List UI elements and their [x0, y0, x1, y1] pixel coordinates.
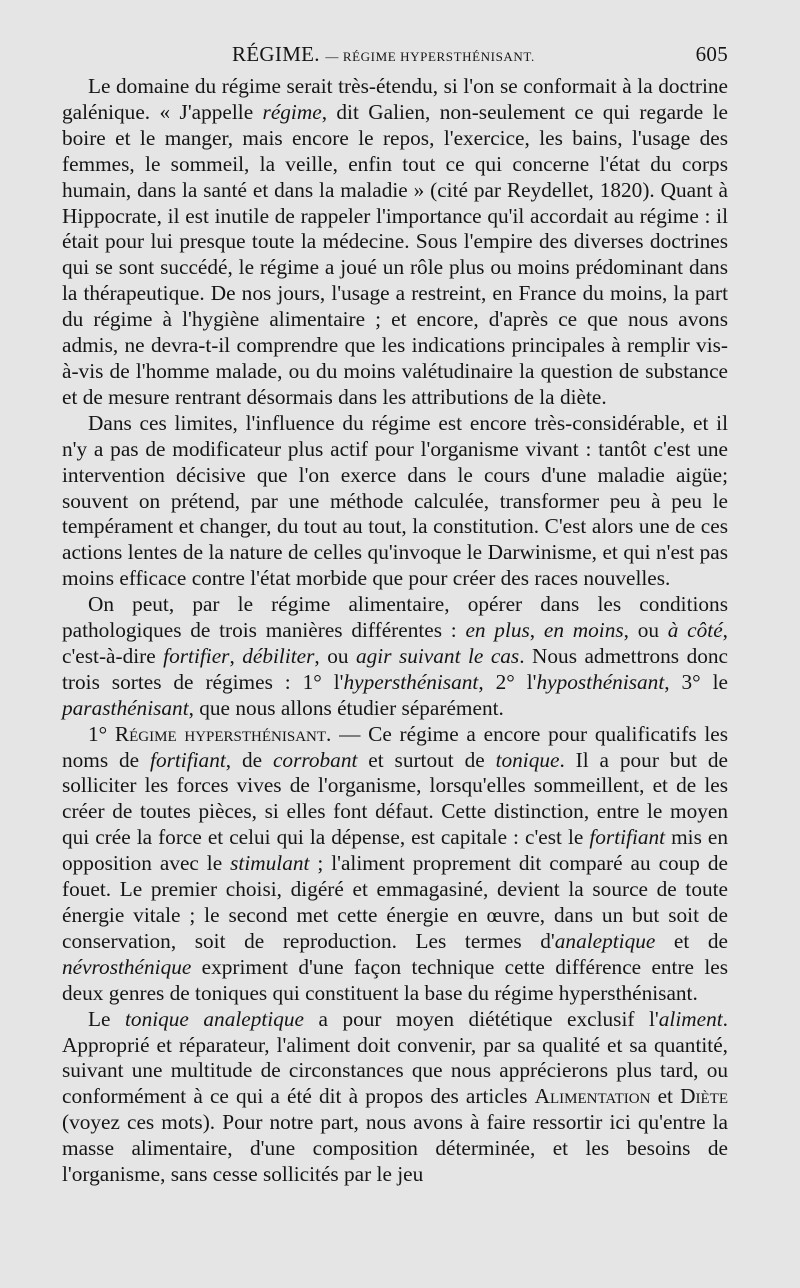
paragraph-4-italic-5: stimulant: [230, 851, 310, 876]
paragraph-5-italic-2: aliment: [658, 1006, 723, 1031]
paragraph-3-text-4: , c'est-à-dire: [62, 618, 728, 668]
paragraph-4-italic-4: fortifiant: [589, 825, 666, 850]
paragraph-3-italic-6: agir suivant le cas: [356, 643, 520, 668]
paragraph-2: [62, 411, 728, 592]
paragraph-4-text-8: expriment d'une façon technique cette différence entre les deux genres de toniques qui constituent la base du régime hypersthénisant.: [62, 954, 728, 1005]
paragraph-3-italic-1: en plus: [465, 618, 530, 643]
paragraph-3-italic-8: hyposthénisant: [536, 669, 665, 694]
paragraph-4-italic-2: corrobant: [272, 747, 358, 772]
paragraph-3-text-3: , ou: [623, 618, 668, 643]
paragraph-4-italic-1: fortifiant: [150, 747, 226, 772]
section-number: 1°: [88, 721, 115, 746]
paragraph-3-italic-2: en moins: [543, 618, 624, 643]
paragraph-4-text-7: et de: [655, 928, 728, 953]
paragraph-4: [62, 722, 728, 1007]
paragraph-3-text-1: On peut, par le régime alimentaire, opérer dans les conditions pathologiques de trois manières différentes :: [62, 592, 728, 643]
paragraph-3-text-6: , ou: [314, 643, 356, 668]
paragraph-4-text-1: . — Ce régime a encore pour qualificatifs les noms de: [62, 721, 729, 772]
paragraph-4-text-4: . Il a pour but de solliciter les forces vives de l'organisme, lorsqu'elles sommeillent, et de les créer de toutes pièces, si elles font défaut. Cette distinction, entre le moyen qui crée la force et celui qui la dépense, est capitale : c'est le: [62, 747, 729, 850]
paragraph-4-text-5: mis en opposition avec le: [62, 825, 728, 876]
paragraph-3-italic-7: hypersthénisant: [343, 669, 479, 694]
paragraph-3-text-8: , 2° l': [478, 669, 537, 694]
running-title-subtitle: — RÉGIME HYPERSTHÉNISANT.: [325, 49, 535, 64]
paragraph-3-text-10: , que nous allons étudier séparément.: [188, 695, 504, 720]
paragraph-3-text-5: ,: [229, 643, 243, 668]
paragraph-3-italic-9: parasthénisant: [62, 695, 189, 720]
section-heading: Régime hypersthénisant: [114, 721, 327, 746]
paragraph-3-italic-5: débiliter: [242, 643, 315, 668]
paragraph-4-italic-3: tonique: [495, 747, 560, 772]
paragraph-1: [62, 74, 728, 411]
running-title-main: RÉGIME.: [232, 42, 320, 66]
paragraph-4-text-2: , de: [225, 747, 273, 772]
cross-reference-alimentation: Alimentation: [534, 1084, 651, 1109]
paragraph-1-italic-1: régime: [262, 99, 322, 124]
paragraph-4-text-3: et surtout de: [357, 747, 496, 772]
paragraph-3-text-2: ,: [529, 618, 544, 643]
paragraph-3-italic-4: fortifier: [163, 643, 230, 668]
paragraph-5-italic-1: tonique analeptique: [125, 1006, 304, 1031]
paragraph-3-italic-3: à côté: [667, 618, 723, 643]
running-title: [232, 42, 535, 67]
paragraph-5-text-1: Le: [88, 1006, 125, 1031]
paragraph-4-text-6: ; l'aliment proprement dit comparé au coup de fouet. Le premier choisi, digéré et emmagasiné, devient la source de toute énergie vitale ; le second met cette énergie en œuvre, dans un but soit de conservation, soit de reproduction. Les termes d': [62, 851, 728, 953]
cross-reference-diete: Diète: [680, 1084, 728, 1109]
paragraph-3-text-7: . Nous admettrons donc trois sortes de régimes : 1° l': [62, 643, 728, 694]
paragraph-3-text-9: , 3° le: [664, 669, 728, 694]
page-number: 605: [695, 42, 728, 66]
paragraph-1-text-1: Le domaine du régime serait très-étendu, si l'on se conformait à la doctrine galénique. « J'appelle: [62, 74, 728, 124]
paragraph-5-text-2: a pour moyen diététique exclusif l': [303, 1006, 659, 1031]
article-body: [62, 74, 728, 1188]
paragraph-5-text-5: (voyez ces mots). Pour notre part, nous avons à faire ressortir ici qu'entre la masse alimentaire, d'une composition déterminée, et les besoins de l'organisme, sans cesse sollicités par le jeu: [62, 1110, 728, 1187]
paragraph-5: [62, 1007, 728, 1188]
paragraph-3: [62, 592, 728, 722]
paragraph-2-text: Dans ces limites, l'influence du régime est encore très-considérable, et il n'y a pas de modificateur plus actif pour l'organisme vivant : tantôt c'est une intervention décisive que l'on exerce dans le cours d'une maladie aigüe; souvent on prétend, par une méthode calculée, transformer peu à peu le tempérament et changer, du tout au tout, la constitution. C'est alors une de ces actions lentes de la nature de celles qu'invoque le Darwinisme, et qui n'est pas moins efficace contre l'état morbide que pour créer des races nouvelles.: [62, 410, 728, 591]
paragraph-5-text-4: et: [650, 1084, 681, 1109]
paragraph-5-text-3: . Approprié et réparateur, l'aliment doit convenir, par sa qualité et sa quantité, suivant une multitude de circonstances que nous apprécierons plus tard, ou conformément à ce qui a été dit à propos des articles: [62, 1006, 728, 1109]
paragraph-4-italic-6: analeptique: [554, 928, 656, 953]
running-header: [62, 40, 728, 74]
paragraph-4-italic-7: névrosthénique: [62, 954, 192, 979]
paragraph-1-text-2: , dit Galien, non-seulement ce qui regarde le boire et le manger, mais encore le repos, l'exercice, les bains, l'usage des femmes, le sommeil, la veille, enfin tout ce qui concerne l'état du corps humain, dans la santé et dans la maladie » (cité par Reydellet, 1820). Quant à Hippocrate, il est inutile de rappeler l'importance qu'il accordait au régime : il était pour lui presque toute la médecine. Sous l'empire des diverses doctrines qui se sont succédé, le régime a joué un rôle plus ou moins prédominant dans la thérapeutique. De nos jours, l'usage a restreint, en France du moins, la part du régime à l'hygiène alimentaire ; et encore, d'après ce que nous avons admis, ne devra-t-il comprendre que les indications principales à remplir vis-à-vis de l'homme malade, ou du moins valétudinaire la question de substance et de mesure rentrant désormais dans les attributions de la diète.: [62, 99, 728, 409]
